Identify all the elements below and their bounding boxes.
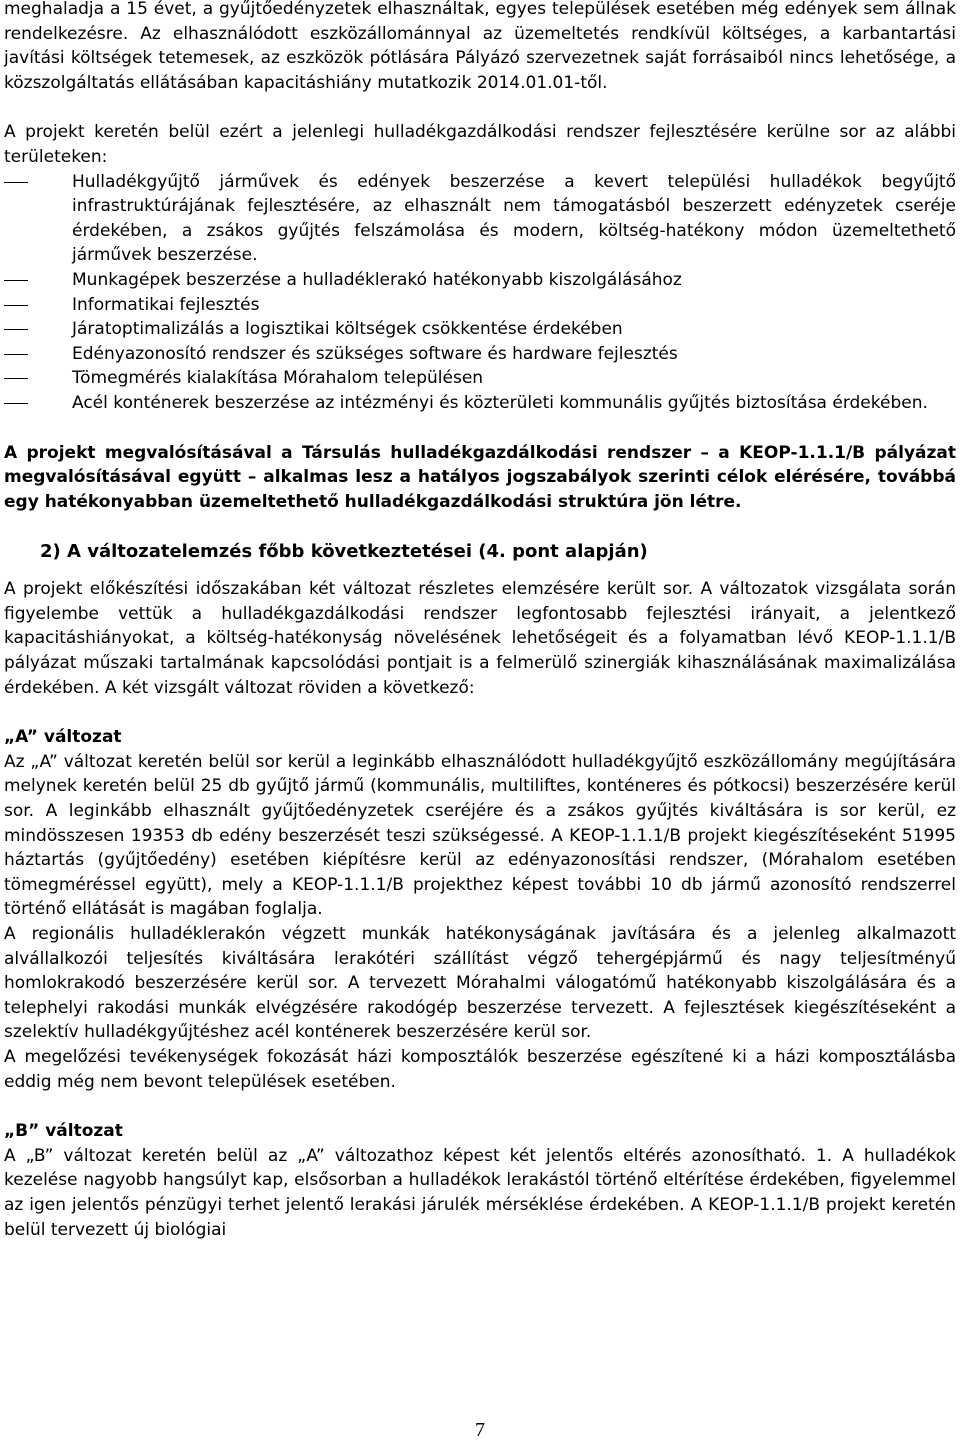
spacer <box>4 700 956 725</box>
list-item-text: Tömegmérés kialakítása Mórahalom településen <box>72 368 484 389</box>
list-item <box>4 317 956 342</box>
variant-b-heading: „B” változat <box>4 1121 123 1142</box>
list-item <box>4 391 956 416</box>
spacer <box>4 416 956 441</box>
variant-a-paragraph: Az „A” változat keretén belül sor kerül a leginkább elhasználódott hulladékgyűjtő eszközállomány megújítására melynek keretén belül 25 db gyűjtő jármű (kommunális, multiliftes, konténeres és pótkocsi) beszerzésére kerül sor. A leginkább elhasznált gyűjtőedényzetek cseréjére és a zsákos gyűjtés kiváltására is sor kerül, ez mindösszesen 19353 db edény beszerzését teszi szükségessé. A KEOP-1.1.1/B projekt kiegészítéseként 51995 háztartás (gyűjtőedény) esetében kiépítésre kerül az edényazonosítási rendszer, (Mórahalom esetében tömegméréssel együtt), mely a KEOP-1.1.1/B projekthez képest további 10 db jármű azonosító rendszerrel történő ellátását is magában foglalja. <box>4 751 956 920</box>
list-item-text: Járatoptimalizálás a logisztikai költségek csökkentése érdekében <box>72 319 623 340</box>
list-item <box>4 342 956 367</box>
document-page <box>4 0 956 1242</box>
list-item-text: Edényazonosító rendszer és szükséges software és hardware fejlesztés <box>72 343 678 364</box>
list-item-text: Acél konténerek beszerzése az intézményi és közterületi kommunális gyűjtés biztosítása érdekében. <box>72 392 928 413</box>
variant-b-paragraph: A „B” változat keretén belül az „A” változathoz képest két jelentős eltérés azonosítható. 1. A hulladékok kezelése nagyobb hangsúlyt kap, elsősorban a hulladékok lerakástól történő eltérítése érdekében, figyelemmel az igen jelentős pénzügyi terhet jelentő lerakási járulék mérséklése érdekében. A KEOP-1.1.1/B projekt keretén belül tervezett új biológiai <box>4 1145 956 1240</box>
dash-bullet-icon <box>4 403 28 404</box>
dash-bullet-icon <box>4 329 28 330</box>
list-item <box>4 170 956 268</box>
dash-bullet-icon <box>4 378 28 379</box>
list-item-text: Hulladékgyűjtő járművek és edények beszerzése a kevert települési hulladékok begyűjtő infrastruktúrájának fejlesztésére, az elhasznált nem támogatásból beszerzett edényzetek cseréje érdekében, a zsákos gyűjtés felszámolása és modern, költség-hatékony módon üzemeltethető járművek beszerzése. <box>72 171 956 266</box>
variant-analysis-paragraph: A projekt előkészítési időszakában két változat részletes elemzésére került sor. A változatok vizsgálata során figyelembe vettük a hulladékgazdálkodási rendszer legfontosabb fejlesztési irányait, a jelentkező kapacitáshiányokat, a költség-hatékonyság növelésének lehetőségeit és a folyamatban lévő KEOP-1.1.1/B pályázat műszaki tartalmának kapcsolódási pontjait is a felmerülő szinergiák kihasználásának maximalizálása érdekében. A két vizsgált változat röviden a következő: <box>4 579 956 698</box>
development-areas-list <box>4 170 956 416</box>
variant-a-paragraph: A regionális hulladéklerakón végzett munkák hatékonyságának javítására és a jelenleg alkalmazott alvállalkozói teljesítés kiváltására lerakótéri szállítást végző tehergépjármű és nagy teljesítményű homlokrakodó beszerzésére kerül sor. A tervezett Mórahalmi válogatómű hatékonyabb kiszolgálására és a telephelyi rakodási munkák elvégzésére rakodógép beszerzése tervezett. A fejlesztések kiegészítéseként a szelektív hulladékgyűjtéshez acél konténerek beszerzésére kerül sor. <box>4 924 956 1043</box>
spacer <box>4 565 956 577</box>
list-item <box>4 293 956 318</box>
list-item-text: Informatikai fejlesztés <box>72 294 260 315</box>
spacer <box>4 514 956 539</box>
dash-bullet-icon <box>4 354 28 355</box>
project-summary-paragraph: A projekt megvalósításával a Társulás hulladékgazdálkodási rendszer – a KEOP-1.1.1/B pályázat megvalósításával együtt – alkalmas lesz a hatályos jogszabályok szerinti célok elérésére, továbbá egy hatékonyabban üzemeltethető hulladékgazdálkodási struktúra jön létre. <box>4 442 956 512</box>
dash-bullet-icon <box>4 182 28 183</box>
variant-a-heading: „A” változat <box>4 727 122 748</box>
list-item-text: Munkagépek beszerzése a hulladéklerakó hatékonyabb kiszolgálásához <box>72 269 682 290</box>
project-lead-paragraph: A projekt keretén belül ezért a jelenlegi hulladékgazdálkodási rendszer fejlesztésére kerülne sor az alábbi területeken: <box>4 122 956 167</box>
spacer <box>4 95 956 120</box>
variant-a-paragraph: A megelőzési tevékenységek fokozását házi komposztálók beszerzése egészítené ki a házi komposztálásba eddig még nem bevont települések esetében. <box>4 1046 956 1092</box>
dash-bullet-icon <box>4 305 28 306</box>
intro-paragraph: meghaladja a 15 évet, a gyűjtőedényzetek elhasználtak, egyes települések esetében még edények sem állnak rendelkezésre. Az elhasználódott eszközállománnyal az üzemeltetés rendkívül költséges, a karbantartási javítási költségek tetemesek, az eszközök pótlására Pályázó szervezetnek saját forrásaiból nincs lehetősége, a közszolgáltatás ellátásában kapacitáshiány mutatkozik 2014.01.01-től. <box>4 0 956 93</box>
list-item <box>4 366 956 391</box>
list-item <box>4 268 956 293</box>
page-number: 7 <box>475 1419 485 1441</box>
spacer <box>4 1094 956 1119</box>
dash-bullet-icon <box>4 280 28 281</box>
section-heading: 2) A változatelemzés főbb következtetései (4. pont alapján) <box>40 541 648 563</box>
